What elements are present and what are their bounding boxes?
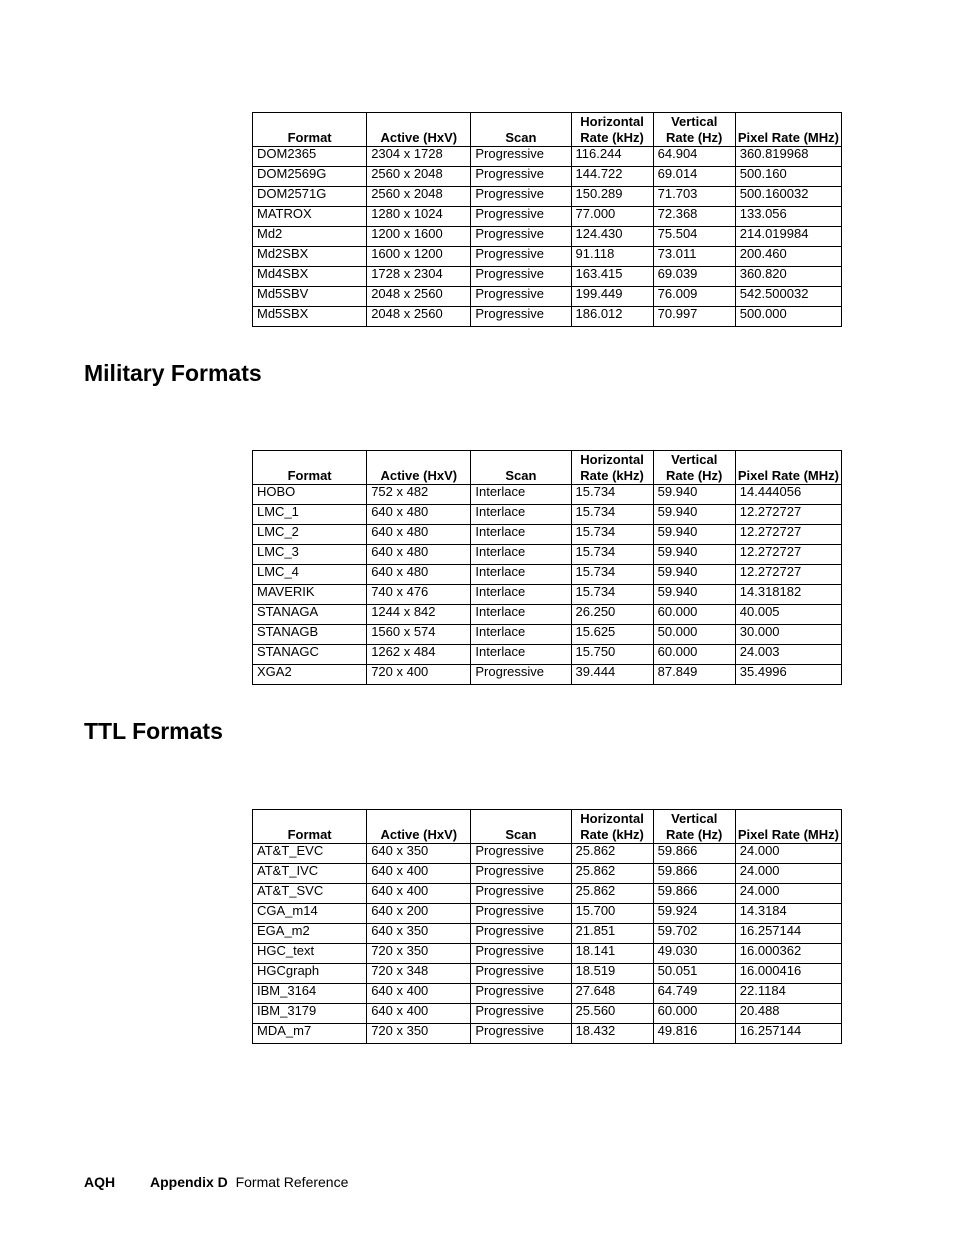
table-row bbox=[253, 187, 842, 207]
cell-vertical-rate: 60.000 bbox=[653, 1004, 735, 1024]
cell-scan: Interlace bbox=[471, 645, 571, 665]
format-table-military bbox=[252, 450, 842, 685]
cell-scan: Progressive bbox=[471, 864, 571, 884]
cell-vertical-rate: 59.940 bbox=[653, 545, 735, 565]
header-format: Format bbox=[253, 451, 367, 485]
table-row bbox=[253, 505, 842, 525]
cell-active: 640 x 200 bbox=[367, 904, 471, 924]
table-row bbox=[253, 485, 842, 505]
cell-format: LMC_4 bbox=[253, 565, 367, 585]
section-label: Format Reference bbox=[235, 1174, 349, 1190]
cell-scan: Interlace bbox=[471, 585, 571, 605]
cell-scan: Progressive bbox=[471, 964, 571, 984]
cell-vertical-rate: 49.816 bbox=[653, 1024, 735, 1044]
table-row bbox=[253, 1004, 842, 1024]
cell-active: 640 x 480 bbox=[367, 525, 471, 545]
cell-horizontal-rate: 25.862 bbox=[571, 844, 653, 864]
table-row bbox=[253, 247, 842, 267]
cell-active: 1560 x 574 bbox=[367, 625, 471, 645]
cell-active: 720 x 350 bbox=[367, 944, 471, 964]
cell-format: DOM2365 bbox=[253, 147, 367, 167]
cell-horizontal-rate: 15.734 bbox=[571, 545, 653, 565]
cell-pixel-rate: 214.019984 bbox=[735, 227, 841, 247]
cell-active: 2560 x 2048 bbox=[367, 167, 471, 187]
table-row bbox=[253, 984, 842, 1004]
table-row bbox=[253, 565, 842, 585]
cell-format: XGA2 bbox=[253, 665, 367, 685]
cell-active: 720 x 400 bbox=[367, 665, 471, 685]
table-row bbox=[253, 645, 842, 665]
military-formats-heading: Military Formats bbox=[84, 360, 262, 386]
header-active: Active (HxV) bbox=[367, 451, 471, 485]
cell-pixel-rate: 16.000362 bbox=[735, 944, 841, 964]
cell-horizontal-rate: 91.118 bbox=[571, 247, 653, 267]
table-row bbox=[253, 585, 842, 605]
cell-horizontal-rate: 15.734 bbox=[571, 565, 653, 585]
cell-active: 2560 x 2048 bbox=[367, 187, 471, 207]
cell-scan: Progressive bbox=[471, 944, 571, 964]
cell-vertical-rate: 59.866 bbox=[653, 884, 735, 904]
cell-active: 2304 x 1728 bbox=[367, 147, 471, 167]
cell-horizontal-rate: 15.734 bbox=[571, 585, 653, 605]
cell-horizontal-rate: 27.648 bbox=[571, 984, 653, 1004]
table-header-row bbox=[253, 451, 842, 485]
cell-format: STANAGC bbox=[253, 645, 367, 665]
page-footer bbox=[84, 1174, 348, 1190]
cell-vertical-rate: 49.030 bbox=[653, 944, 735, 964]
cell-horizontal-rate: 15.734 bbox=[571, 525, 653, 545]
table-row bbox=[253, 625, 842, 645]
cell-pixel-rate: 16.257144 bbox=[735, 924, 841, 944]
table-row bbox=[253, 904, 842, 924]
cell-vertical-rate: 69.039 bbox=[653, 267, 735, 287]
cell-format: AT&T_EVC bbox=[253, 844, 367, 864]
cell-horizontal-rate: 15.734 bbox=[571, 505, 653, 525]
cell-scan: Progressive bbox=[471, 167, 571, 187]
cell-scan: Progressive bbox=[471, 904, 571, 924]
table-header-row bbox=[253, 113, 842, 147]
cell-scan: Progressive bbox=[471, 984, 571, 1004]
cell-format: MAVERIK bbox=[253, 585, 367, 605]
cell-horizontal-rate: 25.862 bbox=[571, 884, 653, 904]
cell-scan: Progressive bbox=[471, 307, 571, 327]
cell-pixel-rate: 542.500032 bbox=[735, 287, 841, 307]
cell-vertical-rate: 59.940 bbox=[653, 525, 735, 545]
cell-active: 1728 x 2304 bbox=[367, 267, 471, 287]
cell-active: 640 x 400 bbox=[367, 884, 471, 904]
cell-pixel-rate: 200.460 bbox=[735, 247, 841, 267]
cell-horizontal-rate: 144.722 bbox=[571, 167, 653, 187]
table-row bbox=[253, 227, 842, 247]
header-format: Format bbox=[253, 810, 367, 844]
cell-vertical-rate: 59.866 bbox=[653, 844, 735, 864]
cell-scan: Progressive bbox=[471, 147, 571, 167]
cell-horizontal-rate: 25.560 bbox=[571, 1004, 653, 1024]
cell-format: CGA_m14 bbox=[253, 904, 367, 924]
cell-horizontal-rate: 77.000 bbox=[571, 207, 653, 227]
cell-vertical-rate: 73.011 bbox=[653, 247, 735, 267]
cell-pixel-rate: 360.819968 bbox=[735, 147, 841, 167]
cell-pixel-rate: 360.820 bbox=[735, 267, 841, 287]
cell-pixel-rate: 500.160 bbox=[735, 167, 841, 187]
cell-pixel-rate: 24.003 bbox=[735, 645, 841, 665]
cell-format: Md5SBX bbox=[253, 307, 367, 327]
cell-pixel-rate: 12.272727 bbox=[735, 545, 841, 565]
cell-active: 740 x 476 bbox=[367, 585, 471, 605]
cell-vertical-rate: 87.849 bbox=[653, 665, 735, 685]
cell-scan: Interlace bbox=[471, 605, 571, 625]
cell-horizontal-rate: 150.289 bbox=[571, 187, 653, 207]
cell-pixel-rate: 14.3184 bbox=[735, 904, 841, 924]
format-table-dom bbox=[252, 112, 842, 327]
cell-horizontal-rate: 124.430 bbox=[571, 227, 653, 247]
header-pixel-rate: Pixel Rate (MHz) bbox=[735, 451, 841, 485]
cell-vertical-rate: 69.014 bbox=[653, 167, 735, 187]
cell-pixel-rate: 500.160032 bbox=[735, 187, 841, 207]
cell-scan: Progressive bbox=[471, 227, 571, 247]
cell-format: DOM2569G bbox=[253, 167, 367, 187]
header-pixel-rate: Pixel Rate (MHz) bbox=[735, 113, 841, 147]
cell-scan: Interlace bbox=[471, 625, 571, 645]
header-format: Format bbox=[253, 113, 367, 147]
cell-format: HGCgraph bbox=[253, 964, 367, 984]
cell-vertical-rate: 59.940 bbox=[653, 505, 735, 525]
appendix-label: Appendix D bbox=[150, 1174, 228, 1190]
header-scan: Scan bbox=[471, 113, 571, 147]
cell-vertical-rate: 59.940 bbox=[653, 485, 735, 505]
cell-pixel-rate: 14.444056 bbox=[735, 485, 841, 505]
cell-active: 640 x 350 bbox=[367, 844, 471, 864]
cell-horizontal-rate: 18.141 bbox=[571, 944, 653, 964]
cell-format: MDA_m7 bbox=[253, 1024, 367, 1044]
cell-pixel-rate: 24.000 bbox=[735, 884, 841, 904]
cell-scan: Progressive bbox=[471, 287, 571, 307]
cell-vertical-rate: 75.504 bbox=[653, 227, 735, 247]
cell-vertical-rate: 59.866 bbox=[653, 864, 735, 884]
cell-horizontal-rate: 15.734 bbox=[571, 485, 653, 505]
cell-format: Md2SBX bbox=[253, 247, 367, 267]
cell-pixel-rate: 500.000 bbox=[735, 307, 841, 327]
cell-pixel-rate: 40.005 bbox=[735, 605, 841, 625]
cell-vertical-rate: 50.000 bbox=[653, 625, 735, 645]
cell-scan: Progressive bbox=[471, 1024, 571, 1044]
table-row bbox=[253, 665, 842, 685]
cell-horizontal-rate: 25.862 bbox=[571, 864, 653, 884]
cell-active: 640 x 480 bbox=[367, 545, 471, 565]
header-vertical-rate: Vertical Rate (Hz) bbox=[653, 113, 735, 147]
cell-vertical-rate: 50.051 bbox=[653, 964, 735, 984]
cell-active: 1280 x 1024 bbox=[367, 207, 471, 227]
cell-horizontal-rate: 163.415 bbox=[571, 267, 653, 287]
header-scan: Scan bbox=[471, 451, 571, 485]
cell-format: EGA_m2 bbox=[253, 924, 367, 944]
cell-format: HOBO bbox=[253, 485, 367, 505]
table-row bbox=[253, 1024, 842, 1044]
cell-pixel-rate: 133.056 bbox=[735, 207, 841, 227]
cell-vertical-rate: 59.924 bbox=[653, 904, 735, 924]
cell-horizontal-rate: 15.700 bbox=[571, 904, 653, 924]
cell-scan: Progressive bbox=[471, 884, 571, 904]
table-row bbox=[253, 964, 842, 984]
cell-scan: Interlace bbox=[471, 505, 571, 525]
cell-format: LMC_3 bbox=[253, 545, 367, 565]
cell-pixel-rate: 14.318182 bbox=[735, 585, 841, 605]
cell-vertical-rate: 76.009 bbox=[653, 287, 735, 307]
header-vertical-rate: Vertical Rate (Hz) bbox=[653, 810, 735, 844]
cell-format: LMC_1 bbox=[253, 505, 367, 525]
cell-active: 640 x 350 bbox=[367, 924, 471, 944]
table-row bbox=[253, 147, 842, 167]
cell-format: MATROX bbox=[253, 207, 367, 227]
cell-pixel-rate: 16.257144 bbox=[735, 1024, 841, 1044]
table-row bbox=[253, 864, 842, 884]
cell-scan: Progressive bbox=[471, 187, 571, 207]
header-active: Active (HxV) bbox=[367, 810, 471, 844]
cell-pixel-rate: 20.488 bbox=[735, 1004, 841, 1024]
cell-scan: Progressive bbox=[471, 844, 571, 864]
cell-active: 640 x 480 bbox=[367, 565, 471, 585]
cell-horizontal-rate: 18.519 bbox=[571, 964, 653, 984]
cell-pixel-rate: 24.000 bbox=[735, 864, 841, 884]
cell-scan: Interlace bbox=[471, 545, 571, 565]
cell-format: AT&T_IVC bbox=[253, 864, 367, 884]
cell-scan: Progressive bbox=[471, 267, 571, 287]
cell-scan: Progressive bbox=[471, 207, 571, 227]
cell-active: 640 x 480 bbox=[367, 505, 471, 525]
header-scan: Scan bbox=[471, 810, 571, 844]
cell-vertical-rate: 60.000 bbox=[653, 605, 735, 625]
cell-format: Md2 bbox=[253, 227, 367, 247]
header-horizontal-rate: Horizontal Rate (kHz) bbox=[571, 451, 653, 485]
cell-scan: Progressive bbox=[471, 247, 571, 267]
table-header-row bbox=[253, 810, 842, 844]
cell-vertical-rate: 71.703 bbox=[653, 187, 735, 207]
cell-horizontal-rate: 21.851 bbox=[571, 924, 653, 944]
cell-horizontal-rate: 39.444 bbox=[571, 665, 653, 685]
cell-active: 752 x 482 bbox=[367, 485, 471, 505]
cell-format: Md5SBV bbox=[253, 287, 367, 307]
cell-active: 1200 x 1600 bbox=[367, 227, 471, 247]
cell-pixel-rate: 12.272727 bbox=[735, 505, 841, 525]
cell-format: LMC_2 bbox=[253, 525, 367, 545]
cell-pixel-rate: 24.000 bbox=[735, 844, 841, 864]
cell-format: IBM_3164 bbox=[253, 984, 367, 1004]
cell-active: 1244 x 842 bbox=[367, 605, 471, 625]
cell-vertical-rate: 59.940 bbox=[653, 565, 735, 585]
cell-horizontal-rate: 18.432 bbox=[571, 1024, 653, 1044]
cell-format: STANAGB bbox=[253, 625, 367, 645]
cell-scan: Interlace bbox=[471, 565, 571, 585]
cell-active: 720 x 350 bbox=[367, 1024, 471, 1044]
cell-format: STANAGA bbox=[253, 605, 367, 625]
cell-pixel-rate: 12.272727 bbox=[735, 565, 841, 585]
cell-horizontal-rate: 186.012 bbox=[571, 307, 653, 327]
cell-vertical-rate: 59.702 bbox=[653, 924, 735, 944]
table-row bbox=[253, 267, 842, 287]
table-row bbox=[253, 884, 842, 904]
table-row bbox=[253, 924, 842, 944]
cell-vertical-rate: 60.000 bbox=[653, 645, 735, 665]
cell-format: HGC_text bbox=[253, 944, 367, 964]
table-row bbox=[253, 287, 842, 307]
cell-pixel-rate: 35.4996 bbox=[735, 665, 841, 685]
cell-vertical-rate: 64.904 bbox=[653, 147, 735, 167]
cell-horizontal-rate: 116.244 bbox=[571, 147, 653, 167]
table-row bbox=[253, 307, 842, 327]
cell-format: AT&T_SVC bbox=[253, 884, 367, 904]
cell-vertical-rate: 70.997 bbox=[653, 307, 735, 327]
cell-pixel-rate: 30.000 bbox=[735, 625, 841, 645]
cell-horizontal-rate: 15.750 bbox=[571, 645, 653, 665]
cell-active: 1262 x 484 bbox=[367, 645, 471, 665]
cell-horizontal-rate: 199.449 bbox=[571, 287, 653, 307]
cell-format: IBM_3179 bbox=[253, 1004, 367, 1024]
cell-scan: Progressive bbox=[471, 1004, 571, 1024]
cell-format: Md4SBX bbox=[253, 267, 367, 287]
cell-pixel-rate: 16.000416 bbox=[735, 964, 841, 984]
cell-scan: Progressive bbox=[471, 665, 571, 685]
header-horizontal-rate: Horizontal Rate (kHz) bbox=[571, 810, 653, 844]
header-vertical-rate: Vertical Rate (Hz) bbox=[653, 451, 735, 485]
cell-scan: Interlace bbox=[471, 485, 571, 505]
cell-format: DOM2571G bbox=[253, 187, 367, 207]
cell-active: 640 x 400 bbox=[367, 1004, 471, 1024]
cell-active: 1600 x 1200 bbox=[367, 247, 471, 267]
cell-pixel-rate: 12.272727 bbox=[735, 525, 841, 545]
table-row bbox=[253, 844, 842, 864]
table-row bbox=[253, 605, 842, 625]
ttl-formats-heading: TTL Formats bbox=[84, 718, 223, 744]
cell-active: 640 x 400 bbox=[367, 864, 471, 884]
table-row bbox=[253, 167, 842, 187]
cell-vertical-rate: 64.749 bbox=[653, 984, 735, 1004]
cell-active: 640 x 400 bbox=[367, 984, 471, 1004]
table-row bbox=[253, 545, 842, 565]
table-row bbox=[253, 525, 842, 545]
cell-pixel-rate: 22.1184 bbox=[735, 984, 841, 1004]
format-table-ttl bbox=[252, 809, 842, 1044]
cell-vertical-rate: 59.940 bbox=[653, 585, 735, 605]
cell-scan: Interlace bbox=[471, 525, 571, 545]
cell-active: 720 x 348 bbox=[367, 964, 471, 984]
cell-horizontal-rate: 15.625 bbox=[571, 625, 653, 645]
header-active: Active (HxV) bbox=[367, 113, 471, 147]
page-number: AQH bbox=[84, 1174, 116, 1190]
header-pixel-rate: Pixel Rate (MHz) bbox=[735, 810, 841, 844]
table-row bbox=[253, 944, 842, 964]
cell-active: 2048 x 2560 bbox=[367, 287, 471, 307]
table-row bbox=[253, 207, 842, 227]
cell-horizontal-rate: 26.250 bbox=[571, 605, 653, 625]
cell-vertical-rate: 72.368 bbox=[653, 207, 735, 227]
cell-scan: Progressive bbox=[471, 924, 571, 944]
cell-active: 2048 x 2560 bbox=[367, 307, 471, 327]
header-horizontal-rate: Horizontal Rate (kHz) bbox=[571, 113, 653, 147]
